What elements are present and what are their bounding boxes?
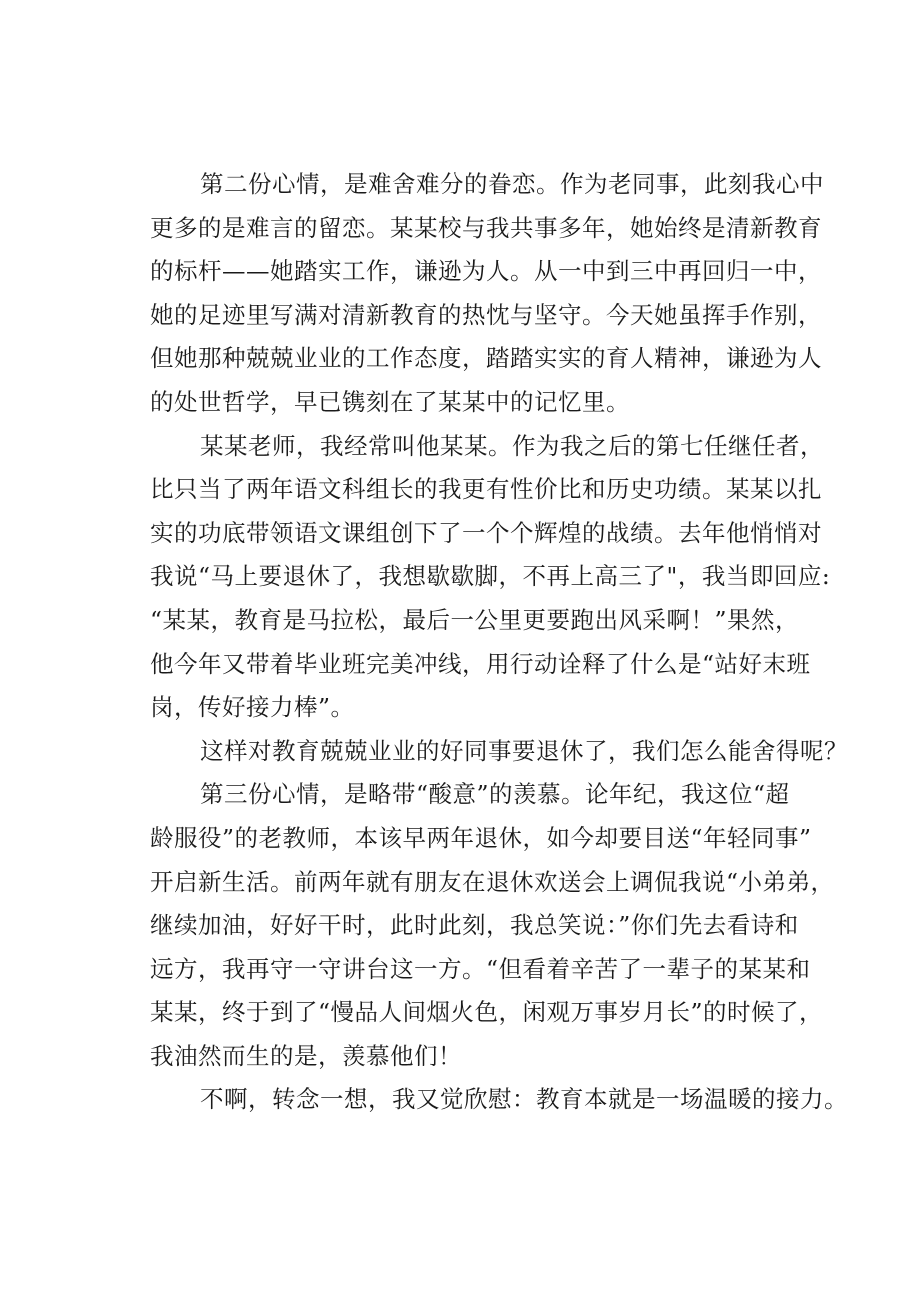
text-line: 第三份心情，是略带“酸意”的羡慕。论年纪，我这位“超	[200, 780, 790, 809]
text-line: 龄服役”的老教师，本该早两年退休，如今却要目送“年轻同事”	[150, 823, 812, 852]
text-line: 我说“马上要退休了，我想歇歇脚，不再上高三了"，我当即回应:	[150, 562, 831, 591]
text-line: 开启新生活。前两年就有朋友在退休欢送会上调侃我说“小弟弟，	[150, 867, 835, 896]
text-line: 第二份心情，是难舍难分的眷恋。作为老同事，此刻我心中	[200, 170, 824, 198]
text-line: 她的足迹里写满对清新教育的热忱与坚守。今天她虽挥手作别，	[150, 300, 822, 329]
text-line: 岗，传好接力棒”。	[150, 693, 355, 722]
document-body	[150, 163, 848, 1122]
text-line: 这样对教育兢兢业业的好同事要退休了，我们怎么能舍得呢？	[200, 736, 848, 765]
text-line: 比只当了两年语文科组长的我更有性价比和历史功绩。某某以扎	[150, 475, 822, 504]
text-line: 远方，我再守一守讲台这一方。“但看着辛苦了一辈子的某某和	[150, 954, 811, 983]
text-line: “某某，教育是马拉松，最后一公里更要跑出风采啊！”果然，	[150, 605, 800, 634]
text-line: 某某，终于到了“慢品人间烟火色，闲观万事岁月长”的时候了，	[150, 998, 824, 1027]
text-line: 更多的是难言的留恋。某某校与我共事多年，她始终是清新教育	[150, 213, 822, 242]
text-line: 实的功底带领语文课组创下了一个个辉煌的战绩。去年他悄悄对	[150, 518, 822, 547]
text-line: 我油然而生的是，羡慕他们！	[150, 1041, 462, 1070]
text-line: 他今年又带着毕业班完美冲线，用行动诠释了什么是“站好末班	[150, 649, 811, 678]
text-line: 的处世哲学，早已镌刻在了某某中的记忆里。	[150, 387, 630, 416]
text-line: 继续加油，好好干时，此时此刻，我总笑说：”你们先去看诗和	[150, 911, 799, 940]
text-line: 不啊，转念一想，我又觉欣慰：教育本就是一场温暖的接力。	[200, 1085, 848, 1114]
text-line: 但她那种兢兢业业的工作态度，踏踏实实的育人精神，谦逊为人	[150, 344, 822, 373]
text-line: 的标杆——她踏实工作，谦逊为人。从一中到三中再回归一中，	[150, 257, 822, 286]
text-line: 某某老师，我经常叫他某某。作为我之后的第七任继任者，	[200, 431, 824, 460]
